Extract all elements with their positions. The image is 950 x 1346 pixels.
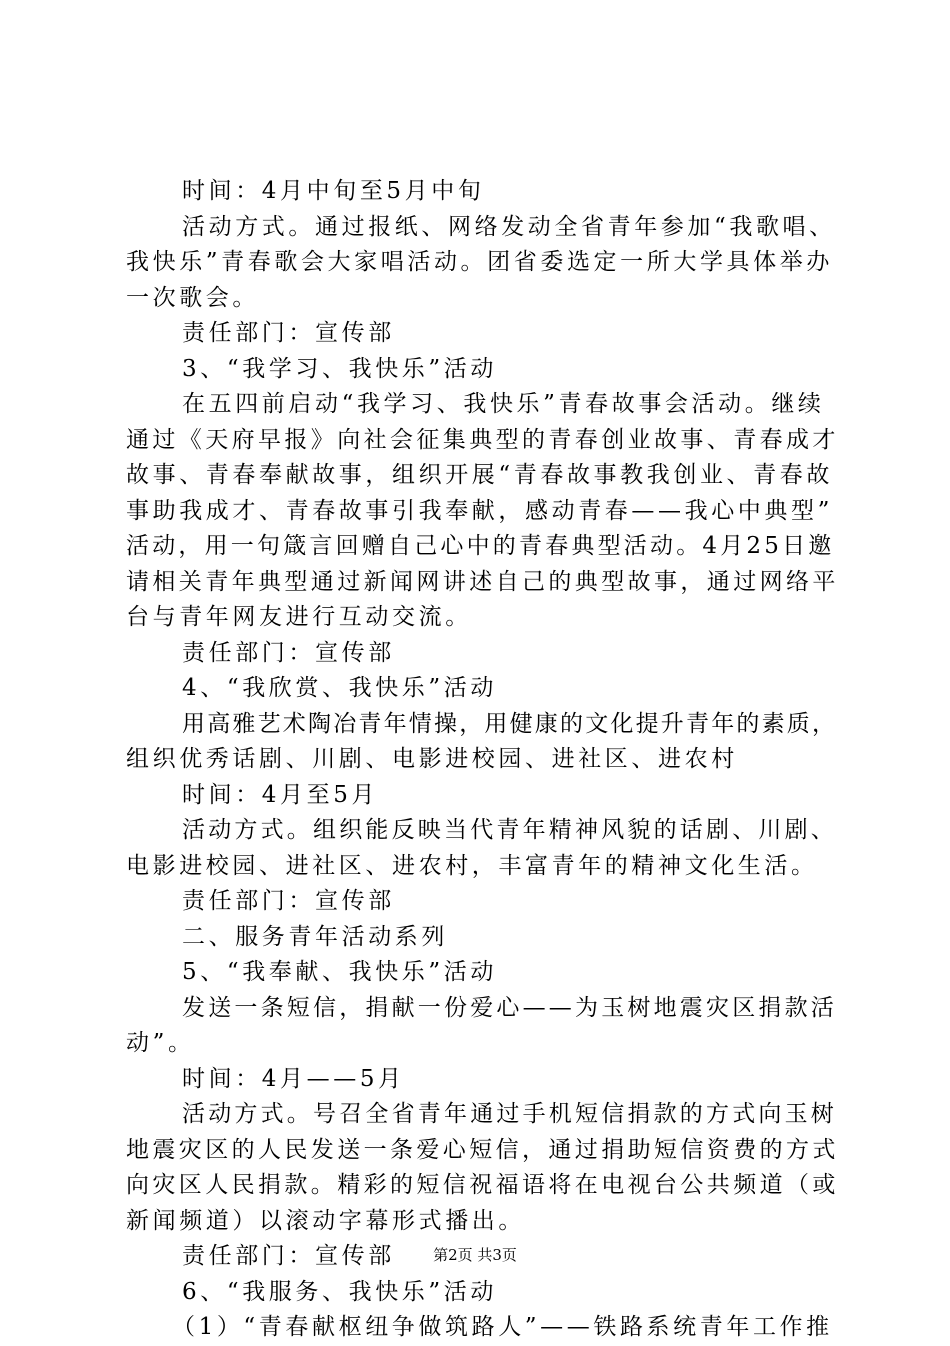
text-line: 用高雅艺术陶冶青年情操，用健康的文化提升青年的素质，	[182, 710, 838, 737]
page-footer: 第2页 共3页	[433, 1246, 517, 1264]
text-line: 故事、青春奉献故事，组织开展“青春故事教我创业、青春故	[126, 462, 833, 488]
text-line: 动”。	[126, 1030, 195, 1056]
text-line: 二、服务青年活动系列	[182, 923, 448, 950]
text-line: 电影进校园、进社区、进农村，丰富青年的精神文化生活。	[126, 852, 818, 879]
text-line: 地震灾区的人民发送一条爱心短信，通过捐助短信资费的方式	[126, 1136, 839, 1163]
text-line: （1）“青春献枢纽争做筑路人”——铁路系统青年工作推	[172, 1314, 833, 1340]
text-line: 6、“我服务、我快乐”活动	[182, 1278, 497, 1305]
text-line: 责任部门：宣传部	[182, 320, 395, 346]
text-line: 发送一条短信，捐献一份爱心——为玉树地震灾区捐款活	[182, 994, 837, 1021]
document-body	[126, 174, 838, 1346]
text-line: 活动，用一句箴言回赠自己心中的青春典型活动。4月25日邀	[126, 533, 835, 559]
text-line: 时间：4月——5月	[182, 1065, 405, 1092]
text-line: 我快乐”青春歌会大家唱活动。团省委选定一所大学具体举办	[126, 249, 833, 275]
text-line: 责任部门：宣传部	[182, 1243, 395, 1269]
text-line: 组织优秀话剧、川剧、电影进校园、进社区、进农村	[126, 746, 738, 772]
text-line: 5、“我奉献、我快乐”活动	[182, 959, 497, 985]
text-line: 活动方式。组织能反映当代青年精神风貌的话剧、川剧、	[182, 817, 837, 843]
text-line: 新闻频道）以滚动字幕形式播出。	[126, 1207, 525, 1234]
text-line: 4、“我欣赏、我快乐”活动	[182, 675, 497, 701]
text-line: 活动方式。通过报纸、网络发动全省青年参加“我歌唱、	[182, 213, 836, 240]
text-line: 时间：4月至5月	[182, 781, 379, 808]
text-line: 3、“我学习、我快乐”活动	[182, 355, 497, 382]
text-line: 时间：4月中旬至5月中旬	[182, 178, 485, 204]
text-line: 通过《天府早报》向社会征集典型的青春创业故事、青春成才	[126, 426, 839, 453]
text-line: 事助我成才、青春故事引我奉献，感动青春——我心中典型”	[126, 497, 833, 524]
text-line: 向灾区人民捐款。精彩的短信祝福语将在电视台公共频道（或	[126, 1172, 839, 1198]
text-line: 活动方式。号召全省青年通过手机短信捐款的方式向玉树	[182, 1101, 837, 1127]
text-line: 一次歌会。	[126, 284, 259, 311]
text-line: 请相关青年典型通过新闻网讲述自己的典型故事，通过网络平	[126, 568, 839, 595]
text-line: 在五四前启动“我学习、我快乐”青春故事会活动。继续	[182, 391, 825, 417]
text-line: 责任部门：宣传部	[182, 888, 395, 914]
text-line: 台与青年网友进行互动交流。	[126, 604, 472, 630]
text-line: 责任部门：宣传部	[182, 639, 395, 666]
